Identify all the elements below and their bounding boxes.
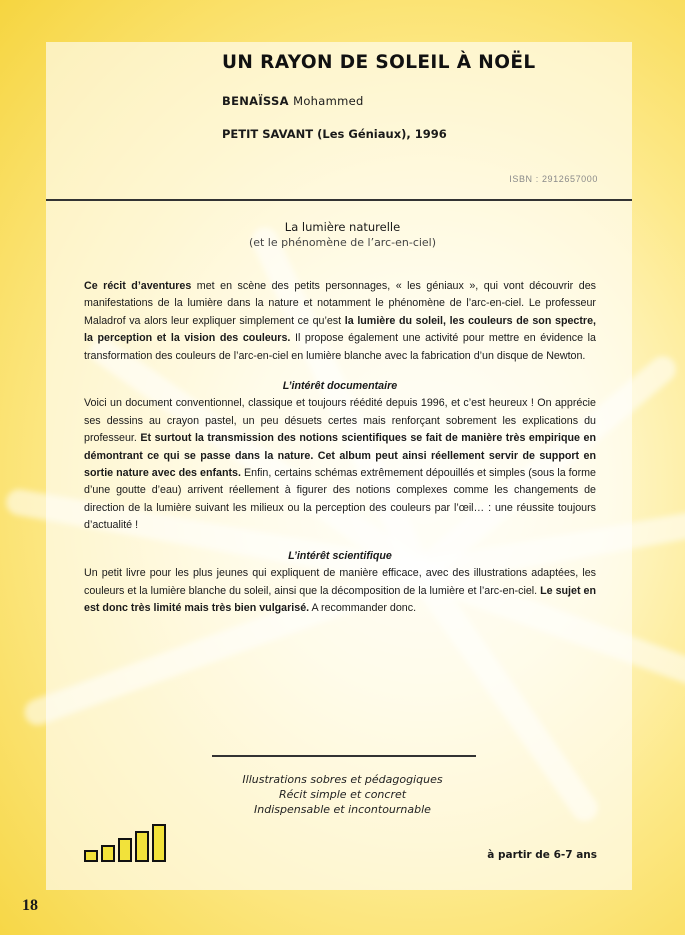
intro-paragraph — [84, 278, 596, 365]
summary-box — [0, 772, 685, 817]
page-number: 18 — [22, 897, 38, 914]
scientifique-bold: Le sujet en est donc très limité mais très bien vulgarisé. — [84, 584, 596, 614]
book-title: UN RAYON DE SOLEIL À NOËL — [222, 52, 536, 73]
documentaire-text-2: Enfin, certains schémas extrêmement dépouillés et simples (sous la forme d’une goutte d’eau) arrivent réellement à figurer des notions complexes comme les changements de direction de la lumière suivant les milieux ou la perception des couleurs par l’œil… : une réussite toujours d’actualité ! — [84, 467, 597, 532]
section-heading-scientifique: L’intérêt scientifique — [288, 549, 392, 562]
documentaire-bold: Et surtout la transmission des notions scientifiques se fait de manière très empirique en démontrant ce qui se passe dans la nature. Cet album peut ainsi réellement servir de support en sortie nature avec des enfants. — [84, 432, 596, 480]
level-bar — [135, 831, 149, 862]
documentaire-text-1: Voici un document conventionnel, classique et toujours réédité depuis 1996, et c’est heureux ! On apprécie ses dessins au crayon pastel, un peu désuets certes mais renforçant sobrement les explications du professeur. — [84, 397, 596, 445]
intro-text-1: met en scène des petits personnages, « les géniaux », qui vont découvrir des manifestations de la lumière dans la nature et notamment le phénomène de l’arc-en-ciel. Le professeur Maladrof va alors leur expliquer simplement ce qu’est — [84, 280, 596, 327]
author-first-name: Mohammed — [293, 94, 364, 108]
isbn: ISBN : 2912657000 — [509, 174, 598, 184]
top-divider — [46, 199, 632, 201]
level-indicator-icon — [84, 824, 168, 862]
section-heading-documentaire: L’intérêt documentaire — [282, 380, 398, 393]
age-range: à partir de 6-7 ans — [487, 849, 597, 861]
level-bar — [101, 845, 115, 862]
summary-line: Indispensable et incontournable — [254, 803, 431, 816]
author-last-name: BENAÏSSA — [222, 94, 289, 108]
publisher-line: PETIT SAVANT (Les Géniaux), 1996 — [222, 127, 447, 141]
level-bar — [152, 824, 166, 862]
documentaire-paragraph — [84, 395, 596, 534]
scientifique-paragraph — [84, 565, 596, 617]
intro-bold-1: Ce récit d’aventures — [84, 280, 192, 292]
level-bar — [118, 838, 132, 862]
scientifique-text-2: A recommander donc. — [309, 601, 417, 614]
scientifique-text-1: Un petit livre pour les plus jeunes qui expliquent de manière efficace, avec des illustrations adaptées, les couleurs et la lumière blanche du soleil, ainsi que la décomposition de la lumière et l’arc-en-ciel. — [84, 567, 596, 597]
bottom-divider — [212, 755, 476, 757]
review-body — [84, 278, 596, 617]
intro-bold-2: la lumière du soleil, les couleurs de son spectre, la perception et la vision des couleurs. — [84, 314, 596, 345]
summary-line: Illustrations sobres et pédagogiques — [242, 773, 443, 786]
intro-text-2: Il propose également une activité pour mettre en évidence la transformation des couleurs de l’arc-en-ciel en lumière blanche avec la fabrication d’un disque de Newton. — [84, 332, 596, 362]
level-bar — [84, 850, 98, 862]
subject-title: La lumière naturelle — [284, 220, 401, 234]
subject-subtitle: (et le phénomène de l’arc-en-ciel) — [248, 236, 437, 249]
summary-line: Récit simple et concret — [278, 788, 407, 801]
author — [222, 94, 364, 108]
